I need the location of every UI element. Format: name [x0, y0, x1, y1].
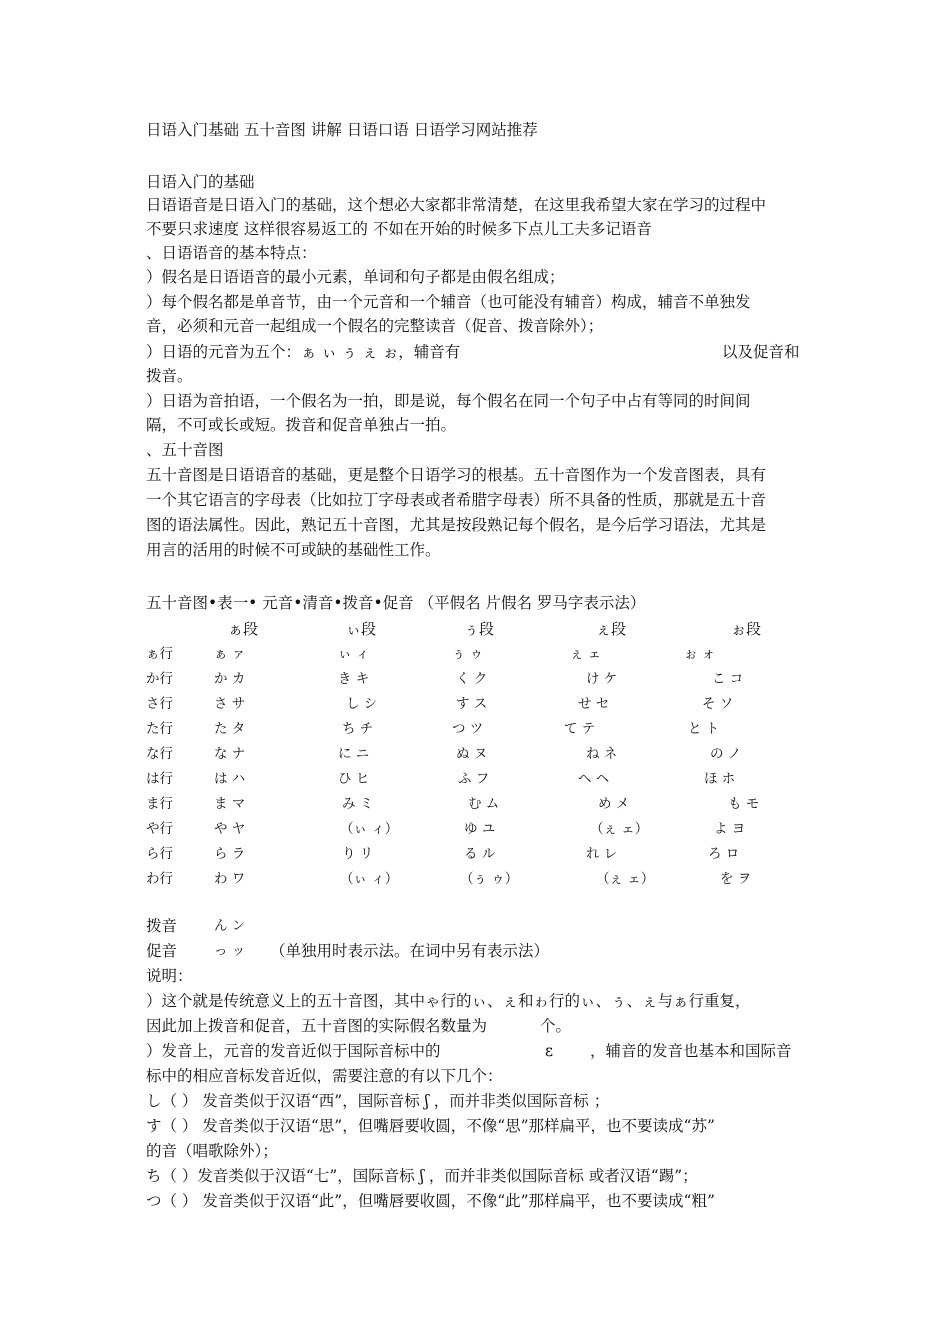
table-cell: む ム — [468, 796, 500, 812]
row-label: な行 — [146, 746, 173, 762]
table-cell: （ぃ ィ） — [340, 871, 399, 887]
list-item: ち（ ）发音类似于汉语“七”，国际音标 ʃ ，而并非类似国际音标 或者汉语“踢”； — [146, 1167, 698, 1185]
row-label: さ行 — [146, 696, 173, 712]
table-cell: く ク — [456, 671, 488, 687]
list-item: す（ ） 发音类似于汉语“思”，但嘴唇要收圆，不像“思”那样扁平，也不要读成“苏” — [146, 1117, 715, 1135]
table-cell: を ヲ — [720, 871, 752, 887]
list-item: ）假名是日语语音的最小元素，单词和句子都是由假名组成； — [146, 268, 565, 286]
row-label: か行 — [146, 671, 173, 687]
list-item: ）发音上，元音的发音近似于国际音标中的 — [146, 1042, 441, 1060]
table-cell: し シ — [346, 696, 378, 712]
section-heading: 、五十音图 — [146, 441, 224, 459]
column-header: ぃ段 — [346, 620, 377, 638]
table-cell: き キ — [338, 671, 370, 687]
row-label: や行 — [146, 821, 173, 837]
table-cell: （ぇ ェ） — [596, 871, 655, 887]
paragraph-line-tail: 个。 — [540, 1017, 572, 1035]
column-header: ぁ段 — [228, 620, 259, 638]
paragraph-line: 隔，不可或长或短。拨音和促音单独占一拍。 — [146, 416, 457, 434]
paragraph-line: 图的语法属性。因此，熟记五十音图，尤其是按段熟记每个假名，是今后学习语法，尤其是 — [146, 516, 767, 534]
table-cell: ぉ ォ — [684, 646, 716, 662]
explain-label: 说明： — [146, 967, 193, 985]
paragraph-line: 标中的相应音标发音近似，需要注意的有以下几个： — [146, 1067, 503, 1085]
table-cell: （ぃ ィ） — [340, 821, 399, 837]
row-label: ま行 — [146, 796, 173, 812]
paragraph-line: 一个其它语言的字母表（比如拉丁字母表或者希腊字母表）所不具备的性质，那就是五十音 — [146, 491, 767, 509]
table-cell: ぁ ァ — [214, 646, 246, 662]
table-cell: ぬ ヌ — [456, 746, 488, 762]
table-cell: ま マ — [214, 796, 246, 812]
table-cell: せ セ — [578, 696, 610, 712]
table-cell: る ル — [464, 846, 496, 862]
paragraph-line: 拨音。 — [146, 367, 193, 385]
list-item-tail: 以及促音和 — [722, 343, 800, 361]
list-item: ）日语为音拍语，一个假名为一拍，即是说，每个假名在同一个句子中占有等同的时间间 — [146, 392, 751, 410]
table-cell: わ ワ — [214, 871, 246, 887]
row-label: ぁ行 — [146, 646, 173, 662]
table-cell: よ ヨ — [714, 821, 746, 837]
table-cell: へ ヘ — [578, 771, 610, 787]
table-cell: ら ラ — [214, 846, 246, 862]
table-cell: の ノ — [710, 746, 742, 762]
table-cell: め メ — [598, 796, 630, 812]
table-cell: ろ ロ — [708, 846, 740, 862]
list-item: ）每个假名都是单音节，由一个元音和一个辅音（也可能没有辅音）构成，辅音不单独发 — [146, 293, 751, 311]
column-header: ぇ段 — [596, 620, 627, 638]
table-cell: ぃ ィ — [338, 646, 370, 662]
table-cell: こ コ — [712, 671, 744, 687]
list-item: ）日语的元音为五个：ぁ ぃ ぅ ぇ ぉ，辅音有 — [146, 343, 461, 361]
list-item: し（ ） 发音类似于汉语“西”，国际音标 ʃ ，而并非类似国际音标 ； — [146, 1092, 610, 1110]
table-cell: つ ツ — [452, 721, 484, 737]
page-title: 日语入门基础 五十音图 讲解 日语口语 日语学习网站推荐 — [146, 121, 538, 139]
table-cell: に ニ — [338, 746, 370, 762]
table-cell: ほ ホ — [704, 771, 736, 787]
table-cell: た タ — [214, 721, 246, 737]
paragraph-line: 五十音图是日语语音的基础，更是整个日语学习的根基。五十音图作为一个发音图表，具有 — [146, 466, 767, 484]
table-cell: ね ネ — [586, 746, 618, 762]
list-item: つ（ ） 发音类似于汉语“此”，但嘴唇要收圆，不像“此”那样扁平，也不要读成“粗” — [146, 1192, 715, 1210]
table-cell: ふ フ — [458, 771, 490, 787]
table-cell: （ぇ ェ） — [590, 821, 649, 837]
table-cell: ゆ ユ — [464, 821, 496, 837]
ipa-symbol: ε — [545, 1042, 554, 1060]
cu-label: 促音 — [146, 942, 178, 960]
table-cell: て テ — [564, 721, 596, 737]
table-cell: み ミ — [342, 796, 374, 812]
paragraph-line-tail: ，辅音的发音也基本和国际音 — [590, 1042, 792, 1060]
paragraph-line: 日语语音是日语入门的基础，这个想必大家都非常清楚，在这里我希望大家在学习的过程中 — [146, 196, 767, 214]
table-cell: ち チ — [342, 721, 374, 737]
cu-value: っ ッ — [214, 943, 246, 959]
table-cell: （ぅ ゥ） — [460, 871, 519, 887]
paragraph-line: 因此加上拨音和促音，五十音图的实际假名数量为 — [146, 1017, 488, 1035]
table-cell: か カ — [214, 671, 246, 687]
paragraph-line: 音，必须和元音一起组成一个假名的完整读音（促音、拨音除外）； — [146, 317, 604, 335]
table-title: 五十音图•表一• 元音•清音•拨音•促音 （平假名 片假名 罗马字表示法） — [146, 594, 646, 612]
bo-value: ん ン — [214, 918, 246, 934]
column-header: ぅ段 — [464, 620, 495, 638]
table-cell: ひ ヒ — [338, 771, 370, 787]
row-label: は行 — [146, 771, 173, 787]
table-cell: や ヤ — [214, 821, 246, 837]
table-cell: な ナ — [214, 746, 246, 762]
table-cell: ぅ ゥ — [452, 646, 484, 662]
section-heading: 、日语语音的基本特点： — [146, 244, 317, 262]
table-cell: り リ — [342, 846, 374, 862]
table-cell: は ハ — [214, 771, 246, 787]
table-cell: す ス — [456, 696, 488, 712]
table-cell: さ サ — [214, 696, 246, 712]
row-label: ら行 — [146, 846, 173, 862]
paragraph-line: 用言的活用的时候不可或缺的基础性工作。 — [146, 541, 441, 559]
table-cell: れ レ — [586, 846, 618, 862]
paragraph-line: 的音（唱歌除外）； — [146, 1142, 278, 1160]
paragraph-line: 不要只求速度 这样很容易返工的 不如在开始的时候多下点儿工夫多记语音 — [146, 220, 652, 238]
list-item: ）这个就是传统意义上的五十音图，其中ゃ行的ぃ、ぇ和ゎ行的ぃ、ぅ、ぇ与ぁ行重复， — [146, 992, 751, 1010]
table-cell: ぇ ェ — [570, 646, 602, 662]
table-cell: そ ソ — [702, 696, 734, 712]
column-header: ぉ段 — [731, 620, 762, 638]
table-cell: も モ — [728, 796, 760, 812]
bo-label: 拨音 — [146, 917, 178, 935]
row-label: わ行 — [146, 871, 173, 887]
heading-basics: 日语入门的基础 — [146, 173, 255, 191]
table-cell: と ト — [688, 721, 720, 737]
cu-note: （单独用时表示法。在词中另有表示法） — [270, 942, 550, 960]
table-cell: け ケ — [586, 671, 618, 687]
row-label: た行 — [146, 721, 173, 737]
